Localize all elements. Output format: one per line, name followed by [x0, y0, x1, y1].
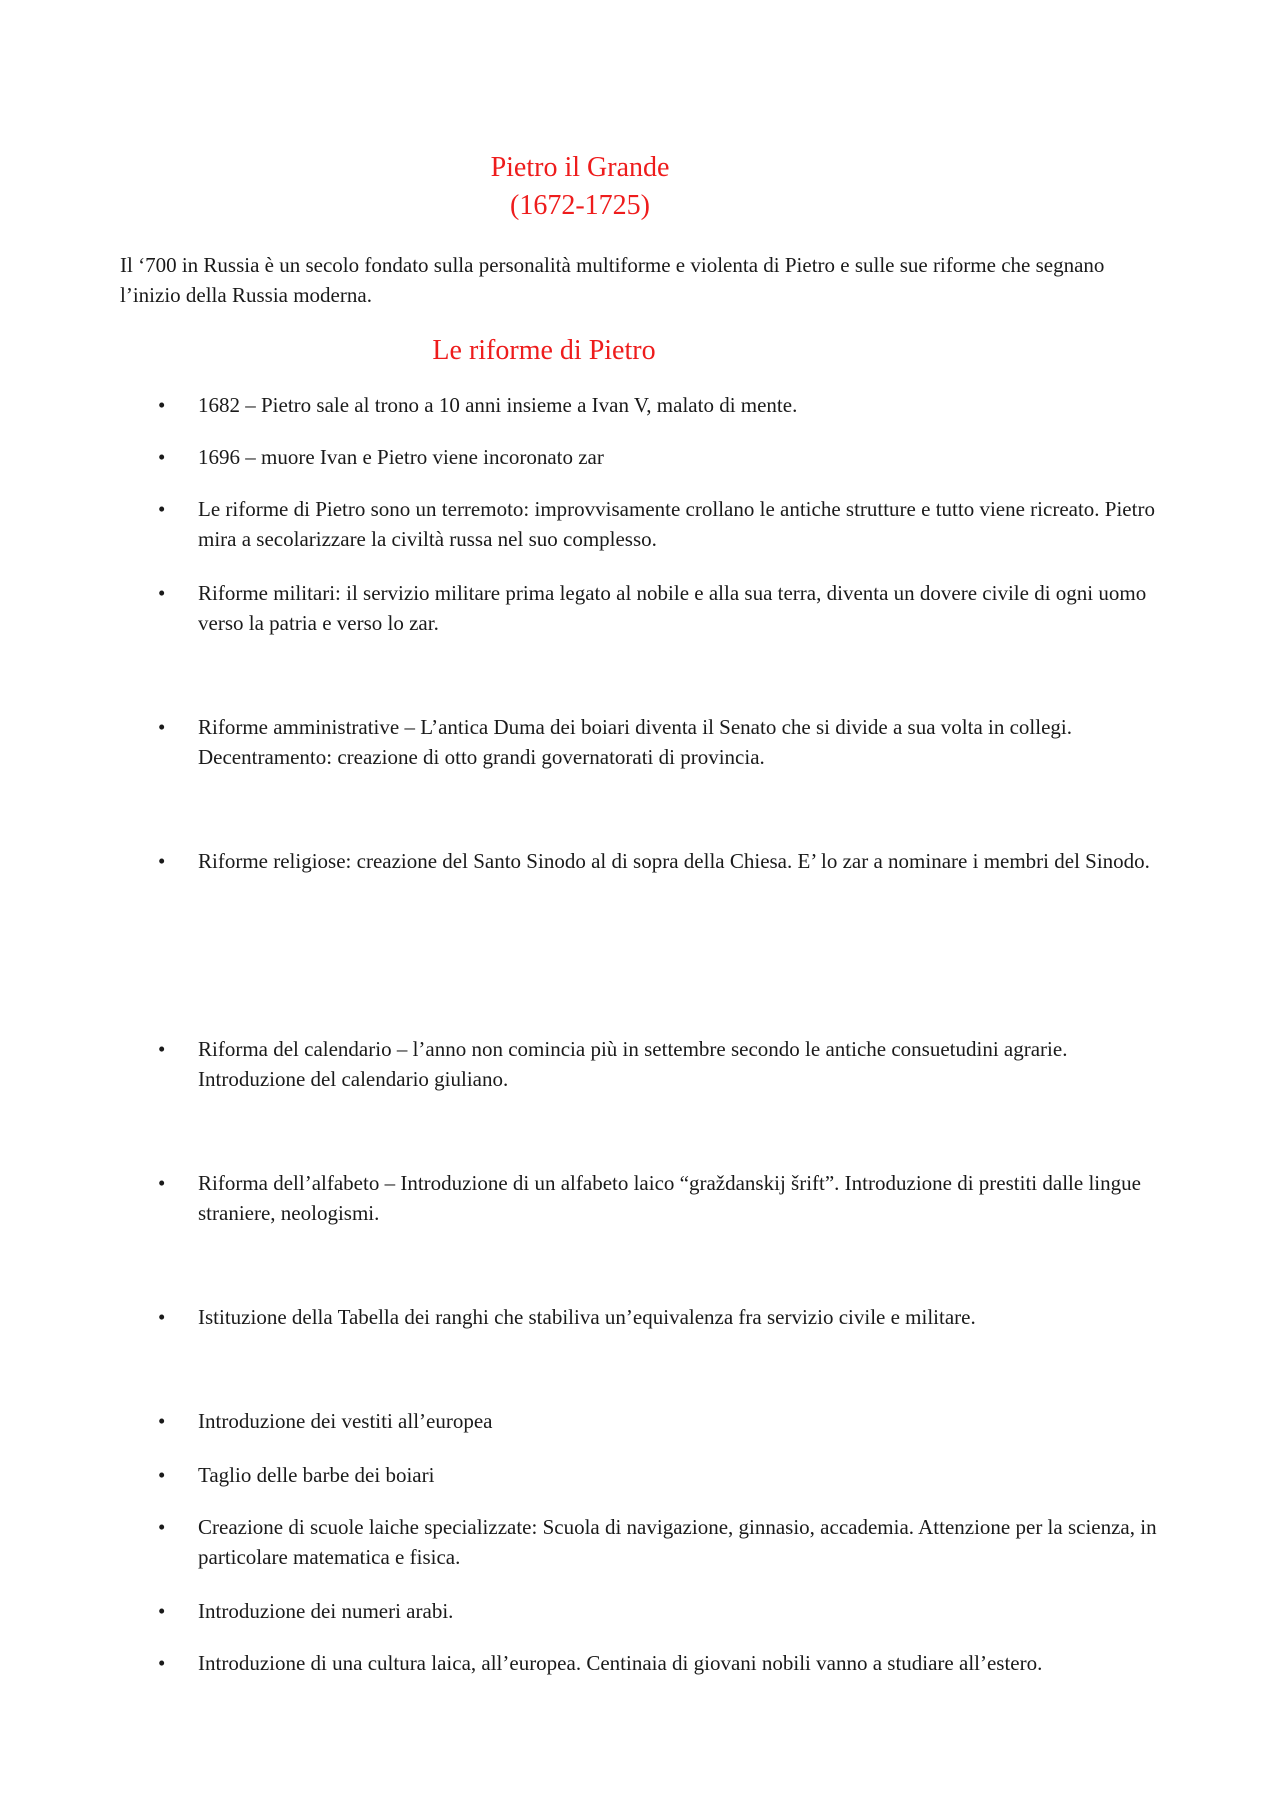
list-item	[158, 1512, 1168, 1572]
list-item-text: Taglio delle barbe dei boiari	[198, 1463, 435, 1487]
list-item-text: Riforme militari: il servizio militare prima legato al nobile e alla sua terra, diventa un dovere civile di ogni uomo verso la patria e verso lo zar.	[198, 581, 1147, 635]
bullet-icon: •	[158, 1463, 166, 1487]
bullet-icon: •	[158, 581, 166, 605]
bullet-icon: •	[158, 715, 166, 739]
list-item	[158, 846, 1168, 876]
list-item	[158, 494, 1168, 554]
list-item	[158, 578, 1168, 638]
list-item-text: 1696 – muore Ivan e Pietro viene incoronato zar	[198, 445, 604, 469]
list-item-text: Le riforme di Pietro sono un terremoto: improvvisamente crollano le antiche strutture e tutto viene ricreato. Pietro mira a secolarizzare la civiltà russa nel suo complesso.	[198, 497, 1155, 551]
bullet-icon: •	[158, 497, 166, 521]
list-item	[158, 1406, 1168, 1436]
list-item-text: Istituzione della Tabella dei ranghi che stabiliva un’equivalenza fra servizio civile e militare.	[198, 1305, 976, 1329]
bullet-icon: •	[158, 1305, 166, 1329]
intro-paragraph: Il ‘700 in Russia è un secolo fondato sulla personalità multiforme e violenta di Pietro e sulle sue riforme che segnano l’inizio della Russia moderna.	[120, 253, 1105, 307]
bullet-icon: •	[158, 1651, 166, 1675]
document-dates: (1672-1725)	[510, 190, 650, 221]
list-item	[158, 1596, 1168, 1626]
list-item	[158, 390, 1168, 420]
bullet-icon: •	[158, 445, 166, 469]
bullet-icon: •	[158, 1599, 166, 1623]
list-item-text: Riforma del calendario – l’anno non comincia più in settembre secondo le antiche consuetudini agrarie. Introduzione del calendario giuliano.	[198, 1037, 1068, 1091]
bullet-icon: •	[158, 849, 166, 873]
list-item	[158, 1460, 1168, 1490]
list-item-text: Creazione di scuole laiche specializzate: Scuola di navigazione, ginnasio, accademia. Attenzione per la scienza, in particolare matematica e fisica.	[198, 1515, 1157, 1569]
bullet-icon: •	[158, 1037, 166, 1061]
list-item-text: Riforme amministrative – L’antica Duma dei boiari diventa il Senato che si divide a sua volta in collegi. Decentramento: creazione di otto grandi governatorati di provincia.	[198, 715, 1072, 769]
section-heading: Le riforme di Pietro	[432, 335, 656, 366]
bullet-icon: •	[158, 1409, 166, 1433]
list-item-text: Introduzione dei numeri arabi.	[198, 1599, 454, 1623]
list-item	[158, 712, 1168, 772]
list-item	[158, 1168, 1168, 1228]
list-item-text: Introduzione di una cultura laica, all’europea. Centinaia di giovani nobili vanno a studiare all’estero.	[198, 1651, 1043, 1675]
bullet-icon: •	[158, 1515, 166, 1539]
list-item	[158, 1302, 1168, 1332]
bullet-icon: •	[158, 393, 166, 417]
document-title: Pietro il Grande	[490, 152, 670, 183]
list-item-text: Riforme religiose: creazione del Santo Sinodo al di sopra della Chiesa. E’ lo zar a nominare i membri del Sinodo.	[198, 849, 1150, 873]
list-item-text: Riforma dell’alfabeto – Introduzione di un alfabeto laico “graždanskij šrift”. Introduzione di prestiti dalle lingue straniere, neologismi.	[198, 1171, 1141, 1225]
list-item-text: 1682 – Pietro sale al trono a 10 anni insieme a Ivan V, malato di mente.	[198, 393, 798, 417]
bullet-icon: •	[158, 1171, 166, 1195]
list-item-text: Introduzione dei vestiti all’europea	[198, 1409, 493, 1433]
list-item	[158, 1648, 1168, 1678]
list-item	[158, 442, 1168, 472]
list-item	[158, 1034, 1168, 1094]
